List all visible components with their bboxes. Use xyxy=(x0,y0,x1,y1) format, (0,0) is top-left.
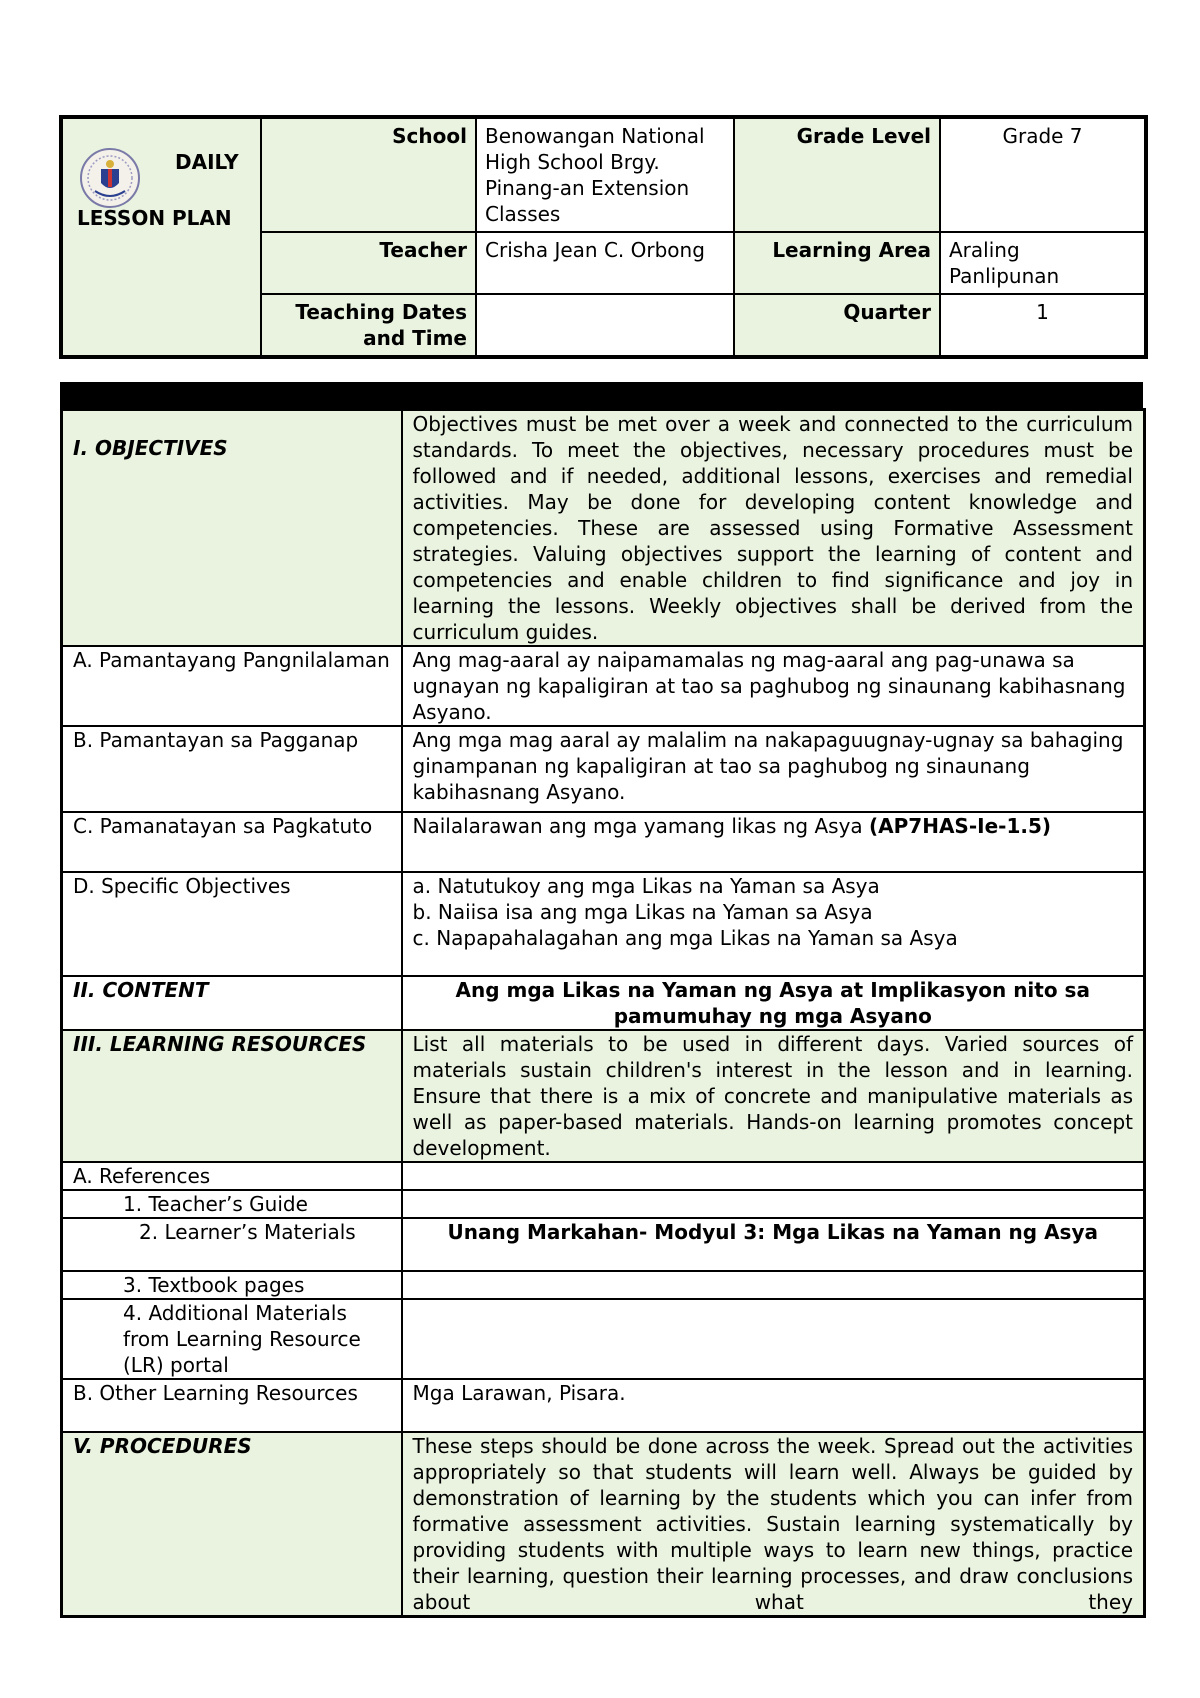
learning-resources-label: III. LEARNING RESOURCES xyxy=(73,1032,367,1056)
lesson-plan-table xyxy=(60,408,1146,1618)
row-pamantayan-sa-pagganap xyxy=(62,726,1145,812)
row-pamanatayan-sa-pagkatuto xyxy=(62,812,1145,872)
procedures-label-cell xyxy=(62,1432,402,1617)
teacher-label: Teacher xyxy=(261,232,476,294)
objectives-text: Objectives must be met over a week and connected to the curriculum standards. To meet the objectives, necessary procedures must be followed and if needed, additional lessons, exercises and remedial activities. May be done for developing content knowledge and competencies. These are assessed using Formative Assessment strategies. Valuing objectives support the learning of content and competencies and enable children to find significance and joy in learning the lessons. Weekly objectives shall be derived from the curriculum guides. xyxy=(402,410,1145,647)
textbook-pages-text xyxy=(402,1271,1145,1299)
row-other-resources xyxy=(62,1379,1145,1432)
school-label: School xyxy=(261,117,476,232)
objectives-label-cell xyxy=(62,410,402,647)
specific-objective-item: b. Naiisa isa ang mga Likas na Yaman sa Asya xyxy=(412,900,873,924)
additional-materials-text xyxy=(402,1299,1145,1379)
learning-resources-text: List all materials to be used in different days. Varied sources of materials sustain children's interest in the lesson and in learning. Ensure that there is a mix of concrete and manipulative materials as well as paper-based materials. Hands-on learning promotes concept development. xyxy=(402,1030,1145,1162)
row-procedures xyxy=(62,1432,1145,1617)
additional-materials-label: 4. Additional Materials from Learning Resource (LR) portal xyxy=(62,1299,402,1379)
specific-objective-item: a. Natutukoy ang mga Likas na Yaman sa Asya xyxy=(412,874,880,898)
row-textbook-pages xyxy=(62,1271,1145,1299)
learning-area-label: Learning Area xyxy=(734,232,940,294)
row-additional-materials xyxy=(62,1299,1145,1379)
quarter-value: 1 xyxy=(940,294,1146,357)
row-teachers-guide xyxy=(62,1190,1145,1218)
pamanatayan-sa-pagkatuto-label: C. Pamanatayan sa Pagkatuto xyxy=(62,812,402,872)
pamantayang-pangnilalaman-label: A. Pamantayang Pangnilalaman xyxy=(62,646,402,726)
learning-resources-label-cell xyxy=(62,1030,402,1162)
procedures-label: V. PROCEDURES xyxy=(73,1434,252,1458)
objectives-label: I. OBJECTIVES xyxy=(73,436,228,460)
references-text xyxy=(402,1162,1145,1190)
learning-area-value: Araling Panlipunan xyxy=(940,232,1146,294)
specific-objectives-list xyxy=(402,872,1145,976)
teachers-guide-label: 1. Teacher’s Guide xyxy=(62,1190,402,1218)
pamantayan-sa-pagganap-text: Ang mga mag aaral ay malalim na nakapaguugnay-ugnay sa bahaging ginampanan ng kapaligiran at tao sa paghubog ng sinaunang kabihasnang Asyano. xyxy=(402,726,1145,812)
content-label: II. CONTENT xyxy=(73,978,209,1002)
pamantayang-pangnilalaman-text: Ang mag-aaral ay naipamamalas ng mag-aaral ang pag-unawa sa ugnayan ng kapaligiran at tao sa paghubog ng sinaunang kabihasnang Asyano. xyxy=(402,646,1145,726)
teacher-value: Crisha Jean C. Orbong xyxy=(476,232,734,294)
title-cell xyxy=(61,117,261,357)
references-label: A. References xyxy=(62,1162,402,1190)
title-daily: DAILY xyxy=(175,150,239,174)
pamanatayan-sa-pagkatuto-cell xyxy=(402,812,1145,872)
row-objectives xyxy=(62,410,1145,647)
deped-seal-icon xyxy=(79,147,141,209)
teaching-dates-value xyxy=(476,294,734,357)
competency-code: (AP7HAS-Ie-1.5) xyxy=(869,814,1052,838)
row-learners-materials xyxy=(62,1218,1145,1271)
specific-objectives-label: D. Specific Objectives xyxy=(62,872,402,976)
header-table xyxy=(59,115,1148,359)
content-label-cell xyxy=(62,976,402,1030)
row-pamantayang-pangnilalaman xyxy=(62,646,1145,726)
specific-objective-item: c. Napapahalagahan ang mga Likas na Yaman sa Asya xyxy=(412,926,958,950)
school-value: Benowangan National High School Brgy. Pinang-an Extension Classes xyxy=(476,117,734,232)
pamantayan-sa-pagganap-label: B. Pamantayan sa Pagganap xyxy=(62,726,402,812)
content-text: Ang mga Likas na Yaman ng Asya at Implikasyon nito sa pamumuhay ng mga Asyano xyxy=(402,976,1145,1030)
row-references xyxy=(62,1162,1145,1190)
textbook-pages-label: 3. Textbook pages xyxy=(62,1271,402,1299)
other-resources-label: B. Other Learning Resources xyxy=(62,1379,402,1432)
row-learning-resources xyxy=(62,1030,1145,1162)
teaching-dates-label: Teaching Dates and Time xyxy=(261,294,476,357)
quarter-label: Quarter xyxy=(734,294,940,357)
teachers-guide-text xyxy=(402,1190,1145,1218)
title-lesson-plan: LESSON PLAN xyxy=(77,206,232,230)
row-specific-objectives xyxy=(62,872,1145,976)
grade-level-label: Grade Level xyxy=(734,117,940,232)
row-content xyxy=(62,976,1145,1030)
pamanatayan-sa-pagkatuto-text: Nailalarawan ang mga yamang likas ng Asya xyxy=(412,814,863,838)
table-header-bar xyxy=(60,382,1143,408)
learners-materials-label: 2. Learner’s Materials xyxy=(62,1218,402,1271)
grade-level-value: Grade 7 xyxy=(940,117,1146,232)
procedures-text: These steps should be done across the week. Spread out the activities appropriately so that students will learn well. Always be guided by demonstration of learning by the students which you can infer from formative assessment activities. Sustain learning systematically by providing students with multiple ways to learn new things, practice their learning, question their learning processes, and draw conclusions about what they xyxy=(402,1432,1145,1617)
other-resources-text: Mga Larawan, Pisara. xyxy=(402,1379,1145,1432)
learners-materials-text: Unang Markahan- Modyul 3: Mga Likas na Yaman ng Asya xyxy=(402,1218,1145,1271)
